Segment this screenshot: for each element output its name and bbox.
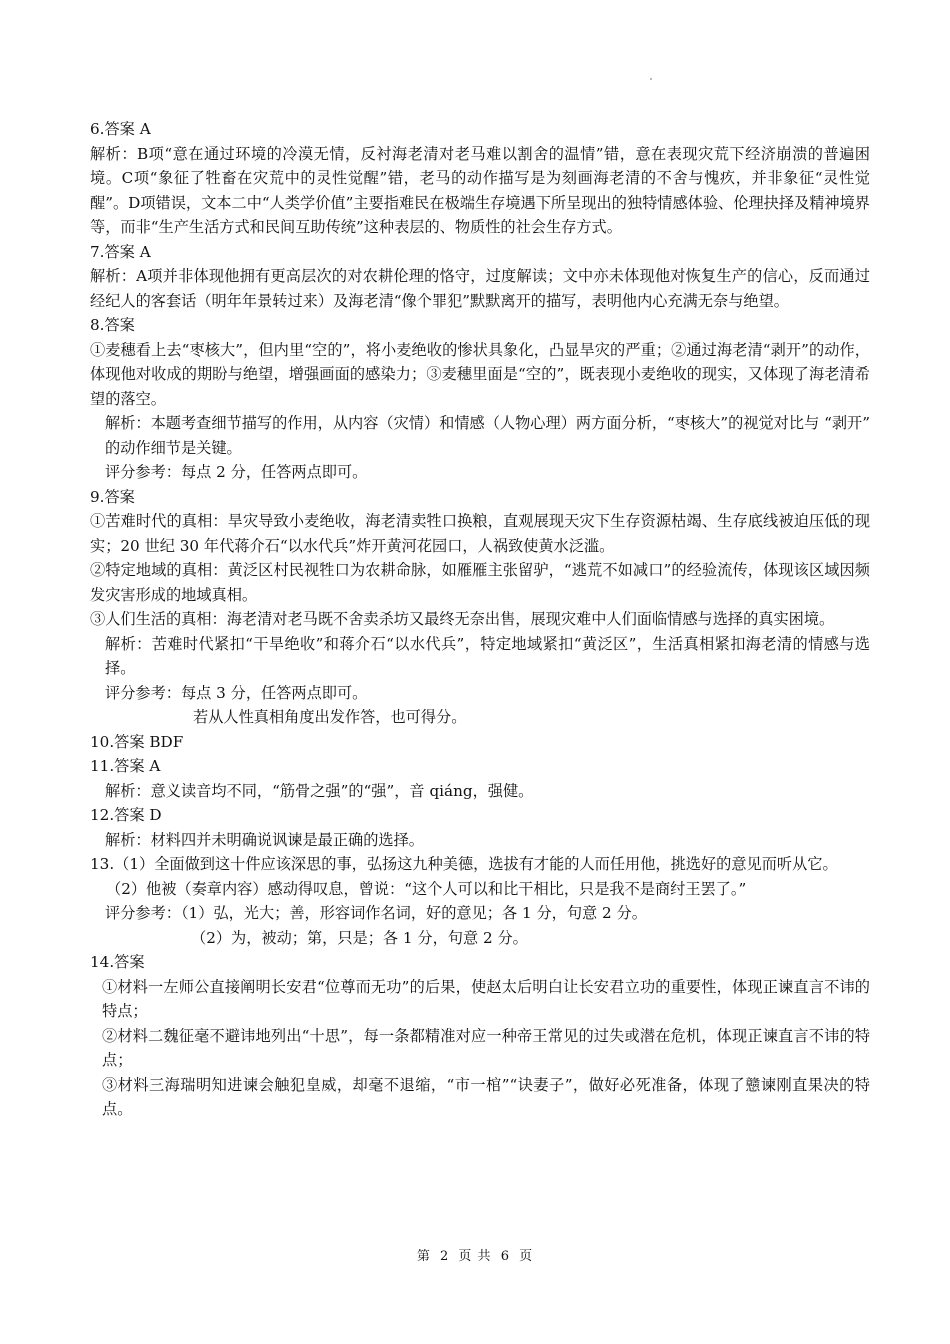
footer-total-pages: 6 [500,1249,510,1264]
q12-analysis: 解析：材料四并未明确说讽谏是最正确的选择。 [105,830,424,849]
q14-point-1: ①材料一左师公直接阐明长安君“位尊而无功”的后果，使赵太后明白让长安君立功的重要性，体现正谏直言不讳的特点； [102,977,870,1020]
q9-scoring-extra: 若从人性真相角度出发作答，也可得分。 [193,708,467,726]
q8-analysis: 解析：本题考查细节描写的作用，从内容（灾情）和情感（人物心理）两方面分析，“枣核大”的视觉对比与 “剥开” 的动作细节是关键。 [105,414,870,457]
q9-scoring: 评分参考：每点 3 分，任答两点即可。 [105,683,368,702]
footer-suffix: 页 [519,1249,534,1264]
question-8 [90,313,870,485]
q9-point-3: ③人们生活的真相：海老清对老马既不舍卖杀坊又最终无奈出售，展现灾难中人们面临情感与选择的真实困境。 [90,610,835,628]
q13-scoring: 评分参考：（1）弘，光大；善，形容词作名词，好的意见；各 1 分，句意 2 分。 [105,904,647,922]
q7-answer: 7.答案 A [90,242,151,261]
question-10 [90,730,870,755]
q7-analysis: 解析：A项并非体现他拥有更高层次的对农耕伦理的恪守，过度解读；文中亦未体现他对恢复生产的信心，反而通过经纪人的客套话（明年年景转过来）及海老清“像个罪犯”默默离开的描写，表明他内心充满无奈与绝望。 [90,267,870,310]
question-14 [90,950,870,1122]
q10-answer: 10.答案 BDF [90,732,184,751]
question-11 [90,754,870,803]
q13-part-2: （2）他被（奏章内容）感动得叹息，曾说：“这个人可以和比干相比，只是我不是商纣王罢了。” [106,879,747,898]
q14-point-2: ②材料二魏征毫不避讳地列出“十思”，每一条都精准对应一种帝王常见的过失或潜在危机，体现正谏直言不讳的特点； [102,1026,870,1069]
question-9 [90,485,870,730]
q13-scoring-2: （2）为，被动；第，只是；各 1 分，句意 2 分。 [191,928,528,947]
question-7 [90,240,870,314]
q6-analysis: 解析：B项“意在通过环境的冷漠无情，反衬海老清对老马难以割舍的温情”错，意在表现灾荒下经济崩溃的普遍困境。C项“象征了牲畜在灾荒中的灵性觉醒”错，老马的动作描写是为刻画海老清的不舍与愧疚，并非象征“灵性觉醒”。D项错误，文本二中“人类学价值”主要指难民在极端生存境遇下所呈现出的独特情感体验、伦理抉择及精神境界等，而非“生产生活方式和民间互助传统”这种表层的、物质性的社会生存方式。 [90,144,870,236]
q11-analysis: 解析：意义读音均不同，“筋骨之强”的“强”，音 qiáng，强健。 [105,781,534,800]
footer-middle: 页 共 [458,1249,492,1264]
q9-point-1: ①苦难时代的真相：旱灾导致小麦绝收，海老清卖牲口换粮，直观展现天灾下生存资源枯竭、生存底线被迫压低的现实；20 世纪 30 年代蒋介石“以水代兵”炸开黄河花园口，人祸致使黄水泛滥。 [90,512,870,555]
q9-answer: 9.答案 [90,487,135,506]
question-12 [90,803,870,852]
q11-answer: 11.答案 A [90,757,161,775]
q14-answer: 14.答案 [90,953,145,971]
q8-answer: 8.答案 [90,316,135,334]
q9-point-2: ②特定地域的真相：黄泛区村民视牲口为农耕命脉，如雁雁主张留驴，“逃荒不如减口”的经验流传，体现该区域因频发灾害形成的地域真相。 [90,561,870,604]
question-6 [90,117,870,240]
q13-part-1: 13.（1）全面做到这十件应该深思的事，弘扬这九种美德，选拔有才能的人而任用他，挑选好的意见而听从它。 [90,855,838,873]
q8-scoring: 评分参考：每点 2 分，任答两点即可。 [105,463,368,481]
q14-point-3: ③材料三海瑞明知进谏会触犯皇威，却毫不退缩，“市一棺”“诀妻子”，做好必死准备，体现了戆谏刚直果决的特点。 [102,1075,870,1118]
q9-analysis: 解析：苦难时代紧扣“干旱绝收”和蒋介石“以水代兵”，特定地域紧扣“黄泛区”，生活真相紧扣海老清的情感与选择。 [105,634,870,677]
answer-document [90,117,870,1122]
page-footer [0,1245,950,1264]
footer-prefix: 第 [416,1249,431,1264]
footer-current-page: 2 [440,1249,450,1264]
scan-speck [650,78,652,80]
q6-answer: 6.答案 A [90,120,151,138]
question-13 [90,852,870,950]
q8-body: ①麦穗看上去“枣核大”，但内里“空的”，将小麦绝收的惨状具象化，凸显旱灾的严重；②通过海老清“剥开”的动作，体现他对收成的期盼与绝望，增强画面的感染力；③麦穗里面是“空的”，既表现小麦绝收的现实，又体现了海老清希望的落空。 [90,340,870,408]
q12-answer: 12.答案 D [90,806,162,824]
